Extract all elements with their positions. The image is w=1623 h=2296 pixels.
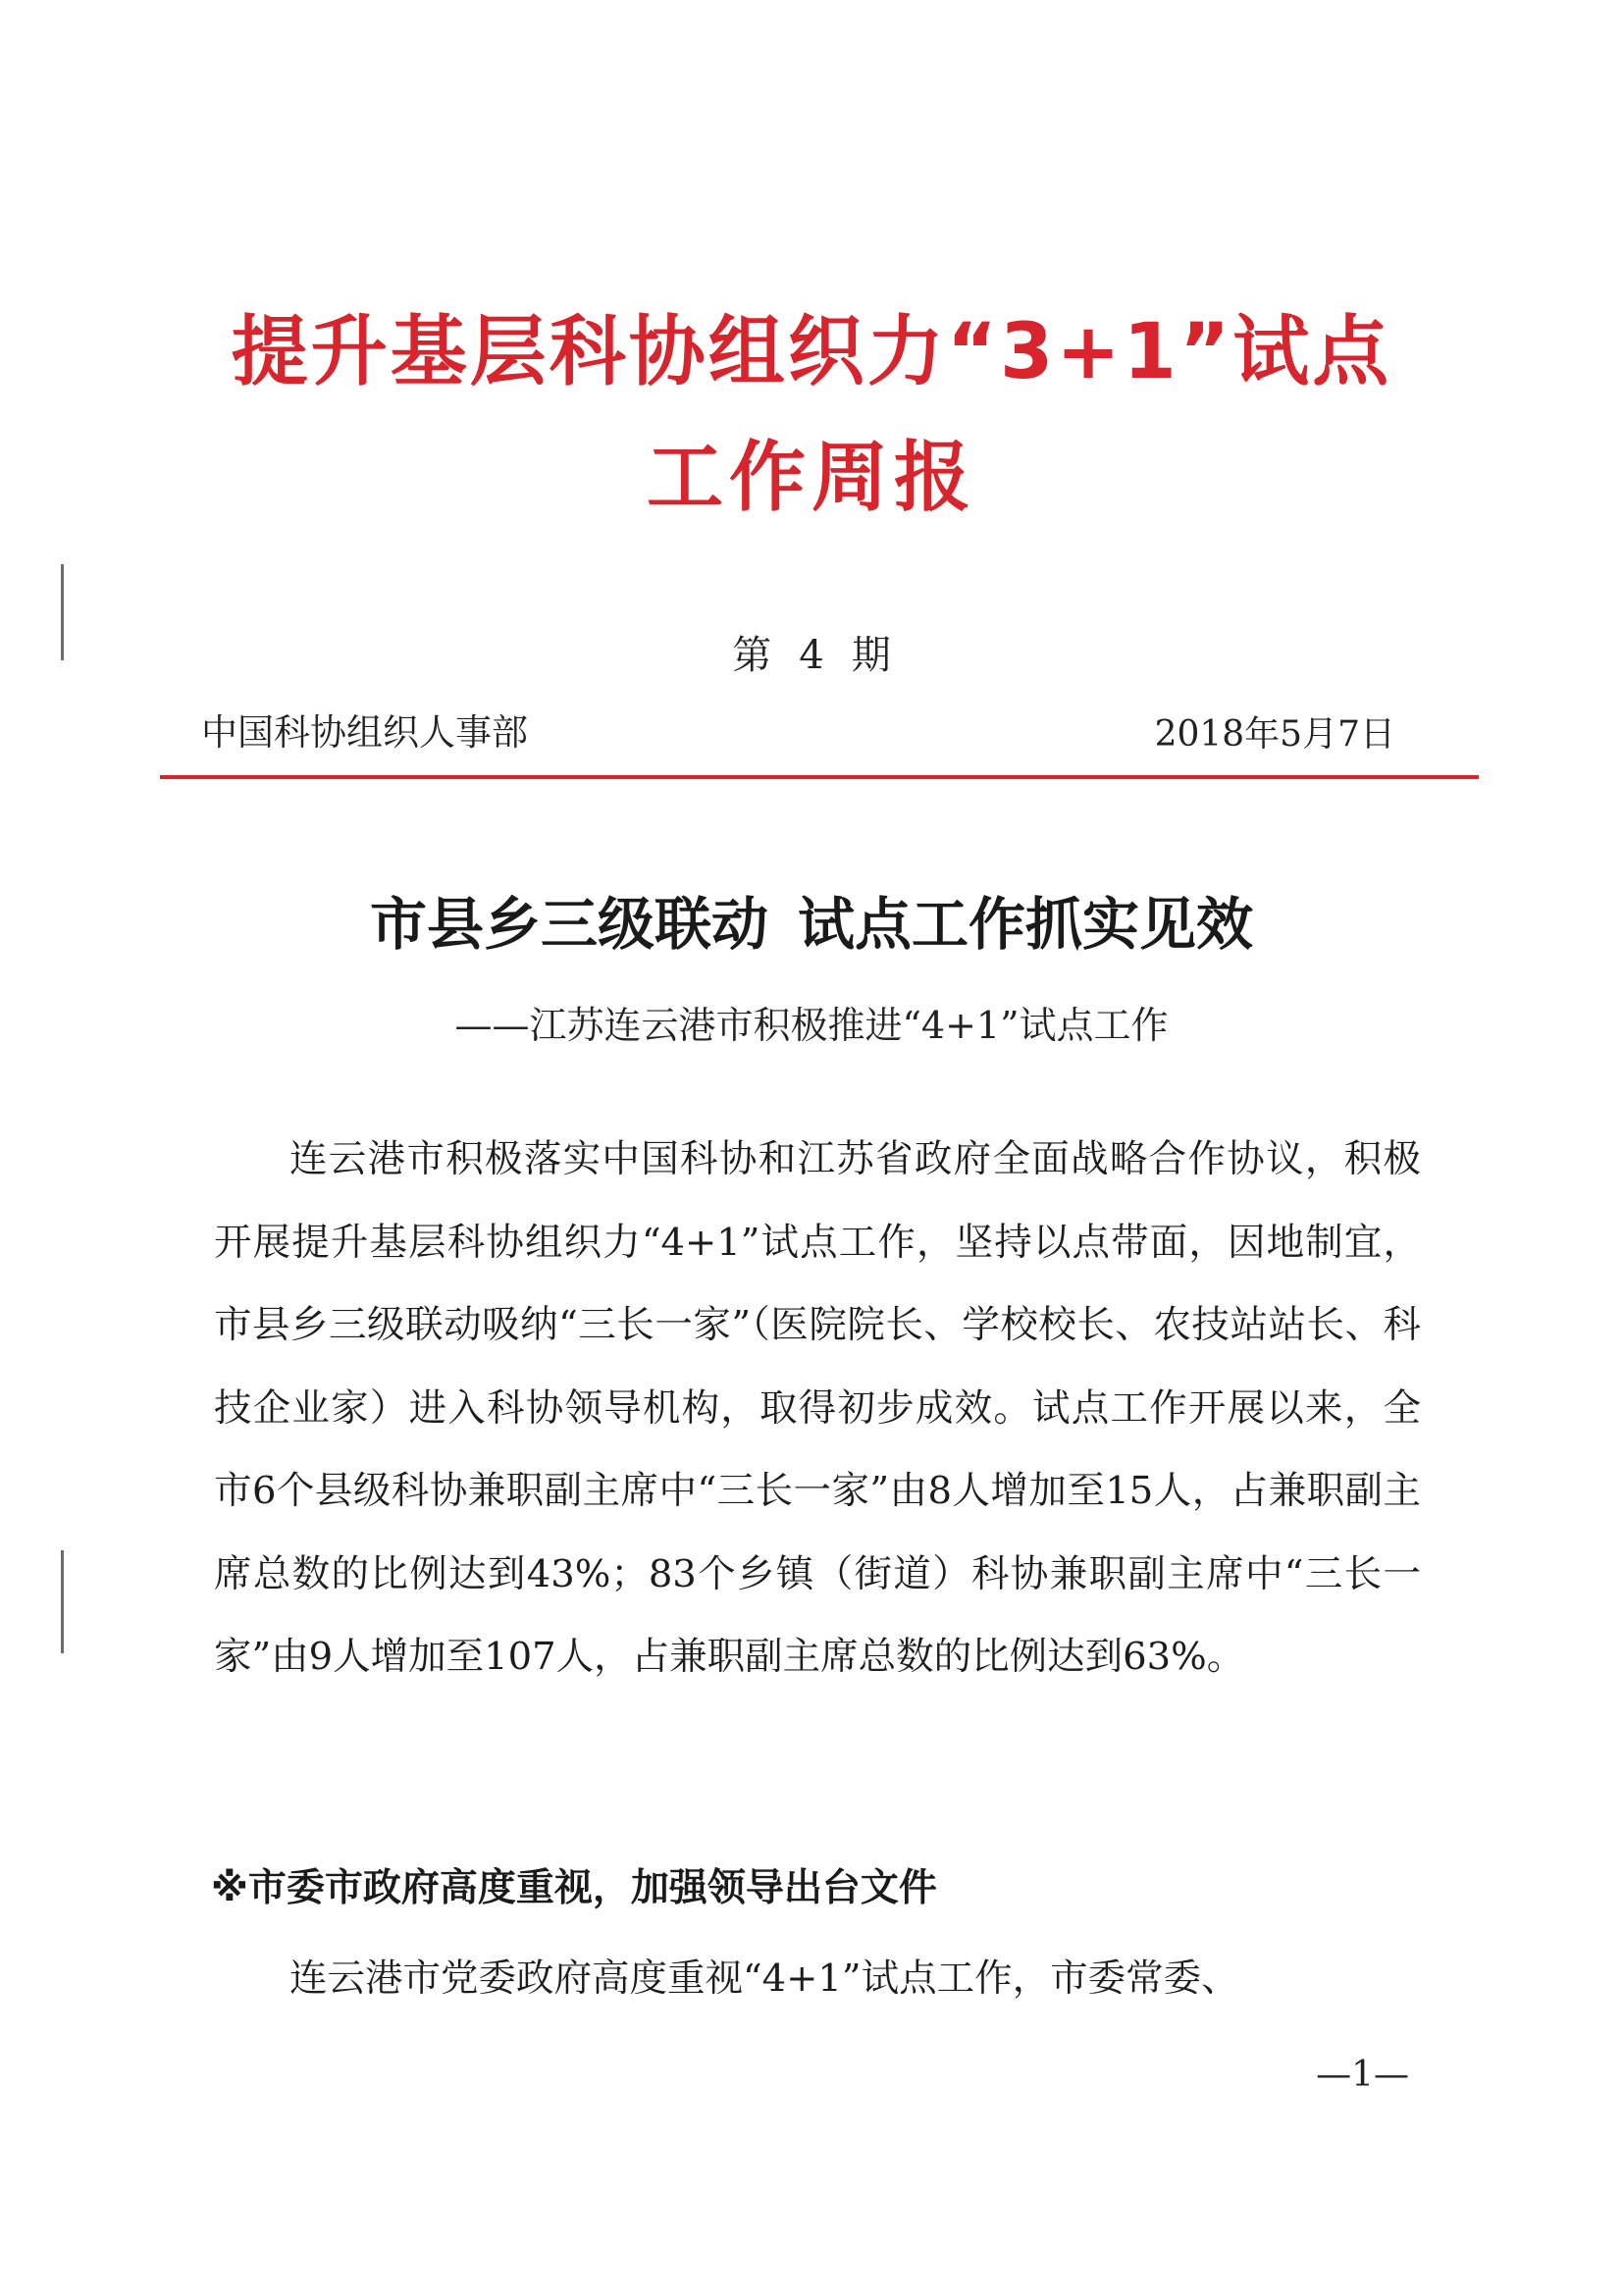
article-subtitle: ——江苏连云港市积极推进“4+1”试点工作: [454, 1004, 1169, 1047]
issue-prefix: 第: [732, 633, 772, 678]
page-number: —1—: [1316, 2055, 1409, 2095]
binding-hole-mark-bottom: [61, 1550, 64, 1653]
masthead-title-line1: 提升基层科协组织力“3+1”试点: [231, 308, 1392, 396]
section-heading: ※市委市政府高度重视，加强领导出台文件: [211, 1866, 937, 1910]
issue-number: [0, 624, 1623, 680]
article-title-part2: 试点工作抓实见效: [798, 891, 1254, 958]
article-paragraph: 连云港市积极落实中国科协和江苏省政府全面战略合作协议，积极开展提升基层科协组织力“4+1”试点工作，坚持以点带面，因地制宜，市县乡三级联动吸纳“三长一家”（医院院长、学校校长、农技站站长、科技企业家）进入科协领导机构，取得初步成效。试点工作开展以来，全市6个县级科协兼职副主席中“三长一家”由8人增加至15人，占兼职副主席总数的比例达到43%；83个乡镇（街道）科协兼职副主席中“三长一家”由9人增加至107人，占兼职副主席总数的比例达到63%。: [214, 1137, 1421, 1679]
issue-suffix: 期: [851, 633, 891, 678]
issue-value: 4: [799, 633, 824, 678]
publication-date: 2018年5月7日: [1154, 714, 1395, 755]
article-title: [0, 878, 1623, 961]
publisher-name: 中国科协组织人事部: [201, 711, 528, 754]
article-title-part1: 市县乡三级联动: [369, 891, 768, 958]
masthead-title-line2: 工作周报: [646, 434, 976, 522]
masthead-divider: [160, 775, 1479, 779]
section-paragraph: 连云港市党委政府高度重视“4+1”试点工作，市委常委、: [289, 1957, 1239, 2001]
